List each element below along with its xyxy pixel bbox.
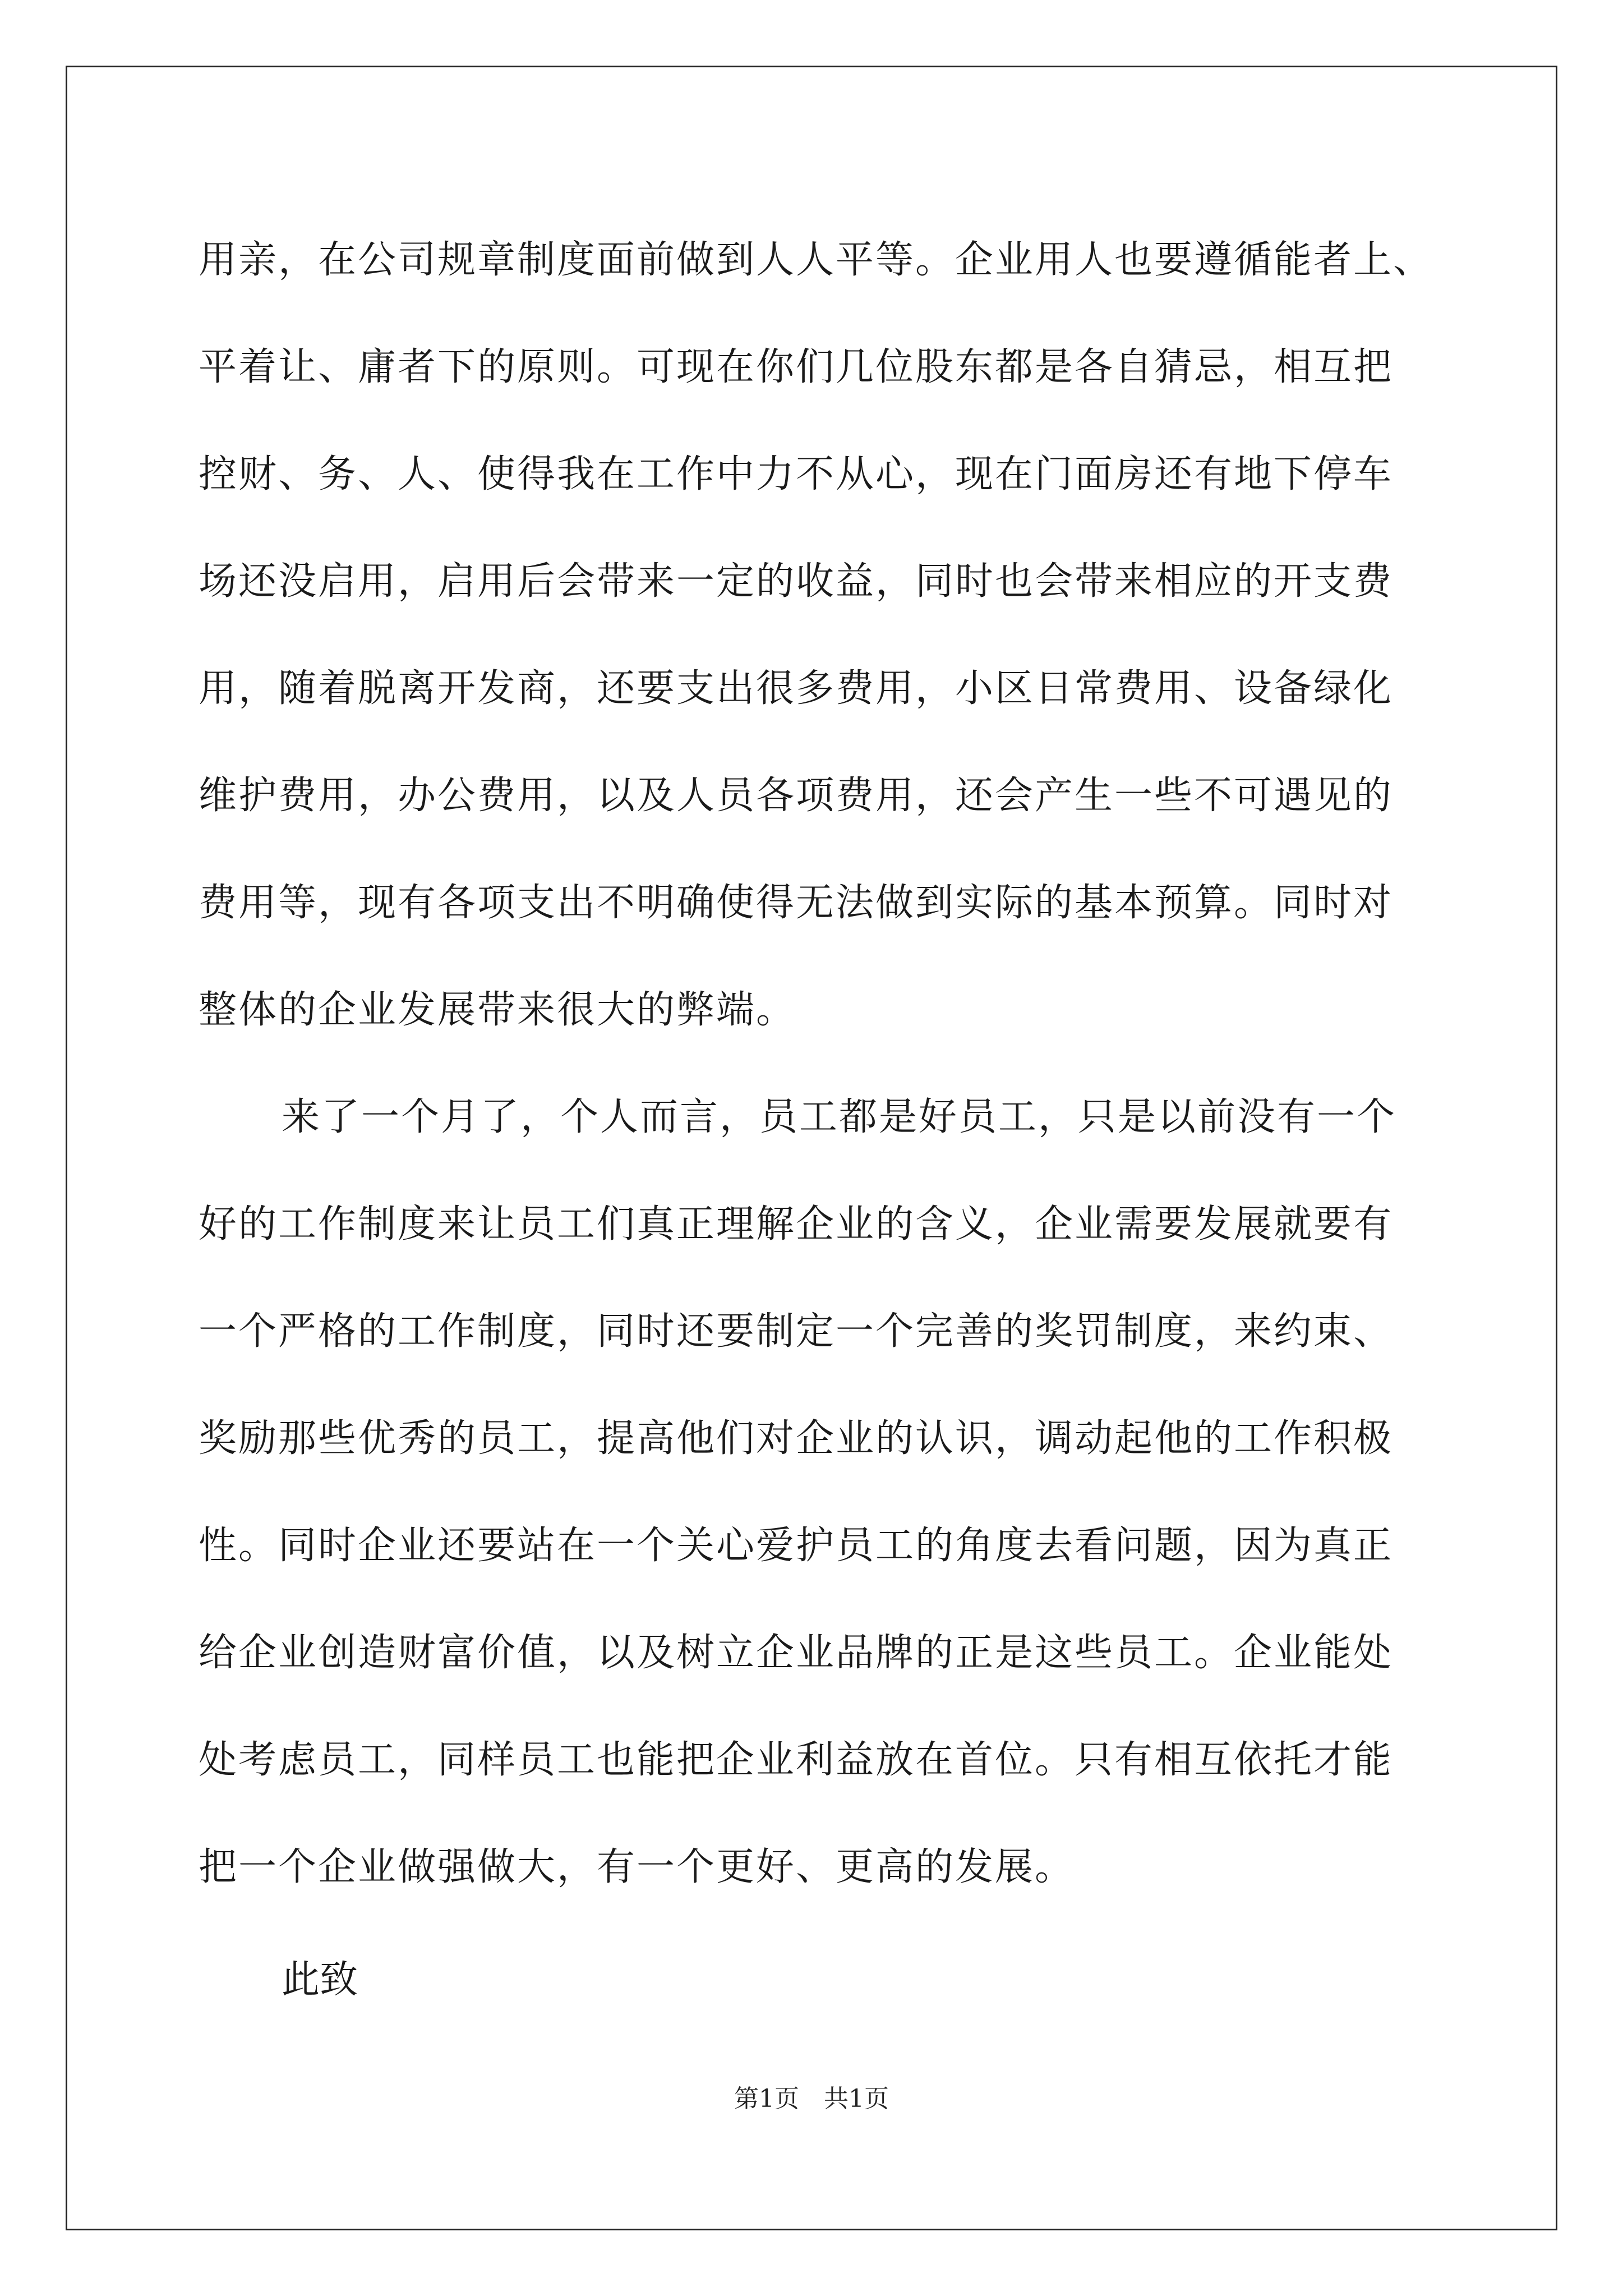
- text-line: 场还没启用，启用后会带来一定的收益，同时也会带来相应的开支费: [199, 559, 1394, 604]
- text-line: 费用等，现有各项支出不明确使得无法做到实际的基本预算。同时对: [199, 881, 1394, 925]
- paragraph-1: [199, 206, 1433, 1064]
- text-line: 用，随着脱离开发商，还要支出很多费用，小区日常费用、设备绿化: [199, 666, 1394, 711]
- text-line: 维护费用，办公费用，以及人员各项费用，还会产生一些不可遇见的: [199, 774, 1394, 818]
- text-line: 一个严格的工作制度，同时还要制定一个完善的奖罚制度，来约束、: [199, 1309, 1394, 1354]
- text-line: 控财、务、人、使得我在工作中力不从心，现在门面房还有地下停车: [199, 452, 1394, 496]
- text-line: 给企业创造财富价值，以及树立企业品牌的正是这些员工。企业能处: [199, 1631, 1394, 1675]
- text-line: 平着让、庸者下的原则。可现在你们几位股东都是各自猜忌，相互把: [199, 345, 1394, 389]
- page-number-footer: 第1页 共1页: [734, 2085, 889, 2113]
- paragraph-2: [199, 1064, 1427, 1921]
- text-line: 用亲，在公司规章制度面前做到人人平等。企业用人也要遵循能者上、: [199, 238, 1433, 282]
- text-line: 奖励那些优秀的员工，提高他们对企业的认识，调动起他的工作积极: [199, 1416, 1394, 1461]
- text-line: 整体的企业发展带来很大的弊端。: [199, 988, 796, 1032]
- text-line: 把一个企业做强做大，有一个更好、更高的发展。: [199, 1845, 1075, 1889]
- text-line: 来了一个月了，个人而言，员工都是好员工，只是以前没有一个: [282, 1095, 1397, 1139]
- document-body: [199, 206, 1433, 2033]
- salutation: 此致: [282, 1958, 358, 2002]
- text-line: 性。同时企业还要站在一个关心爱护员工的角度去看问题，因为真正: [199, 1524, 1394, 1568]
- text-line: 处考虑员工，同样员工也能把企业利益放在首位。只有相互依托才能: [199, 1738, 1394, 1782]
- text-line: 好的工作制度来让员工们真正理解企业的含义，企业需要发展就要有: [199, 1202, 1394, 1246]
